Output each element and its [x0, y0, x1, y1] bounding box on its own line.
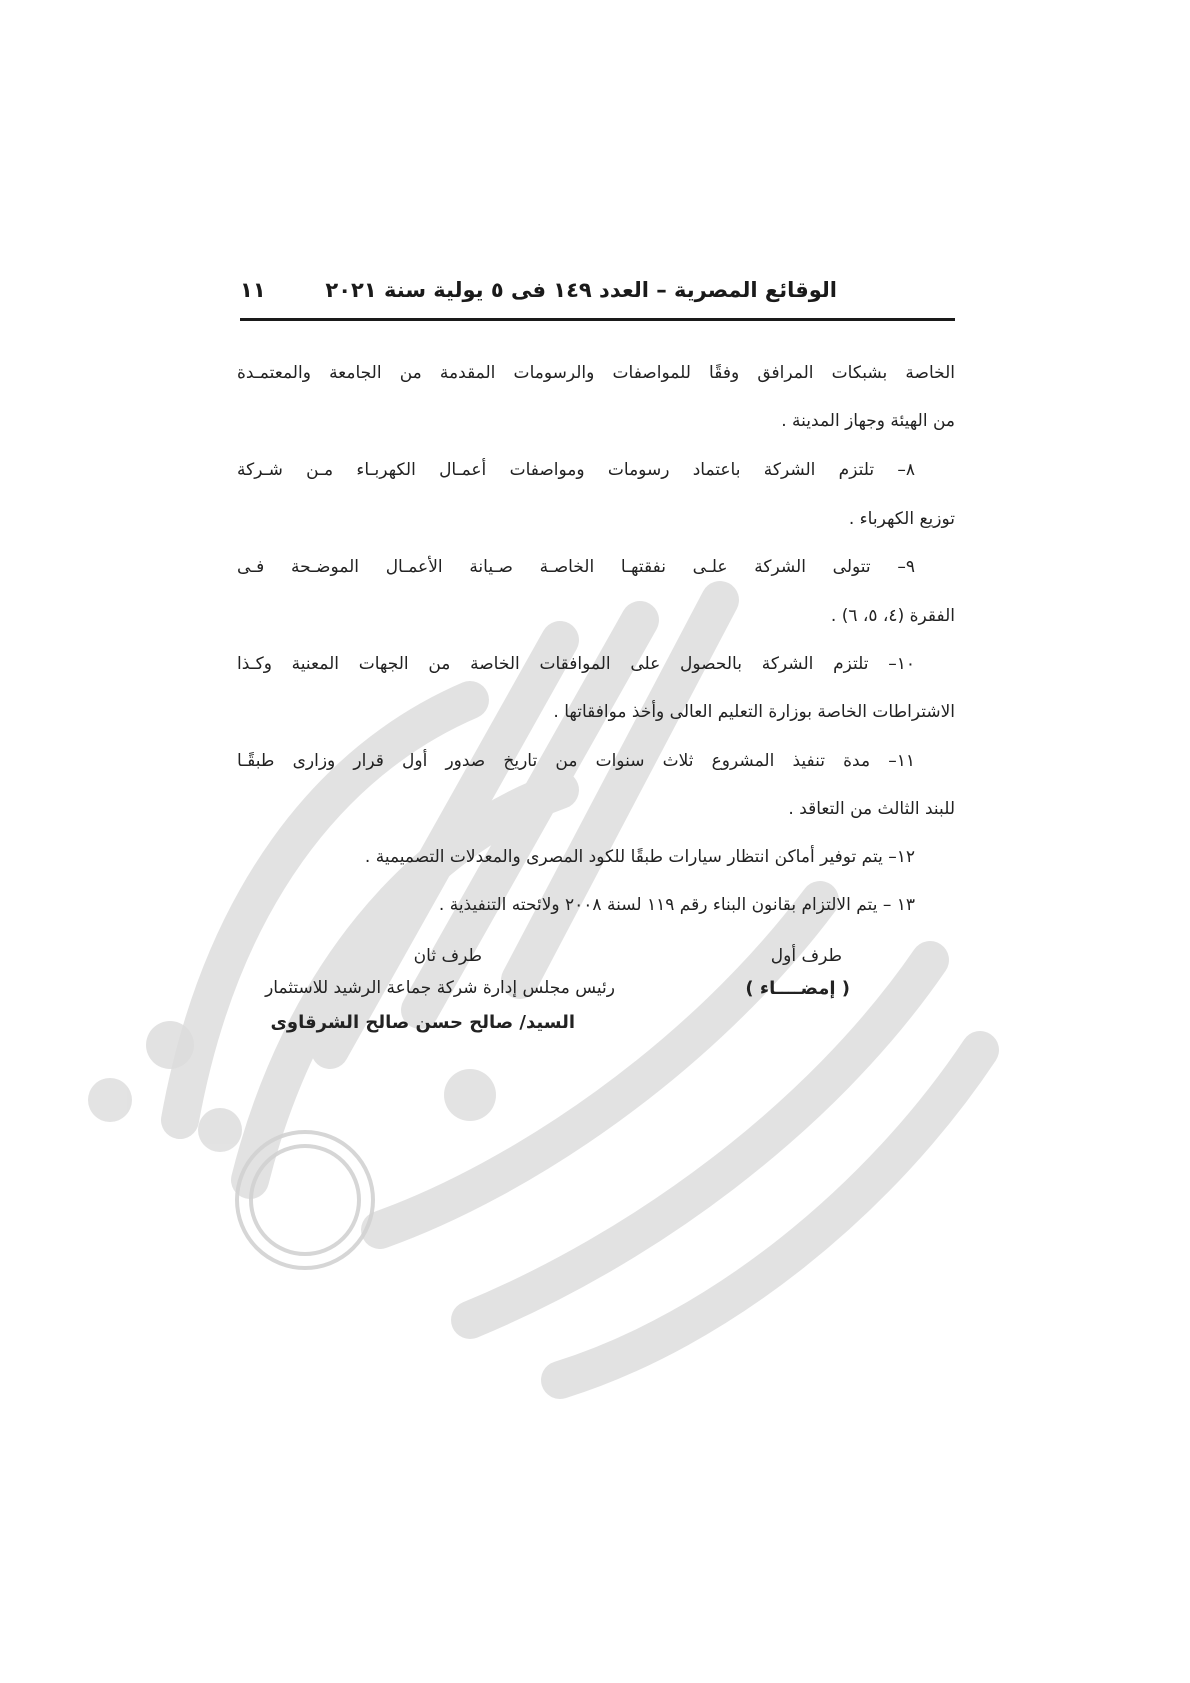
body-line: من الهيئة وجهاز المدينة . [781, 411, 955, 431]
body-line: ١٢– يتم توفير أماكن انتظار سيارات طبقًا للكود المصرى والمعدلات التصميمية . [364, 847, 915, 867]
second-party-title: رئيس مجلس إدارة شركة جماعة الرشيد للاستثمار [265, 978, 615, 998]
body-line: الخاصة بشبكات المرافق وفقًا للمواصفات والرسومات المقدمة من الجامعة والمعتمـدة [237, 363, 955, 383]
body-line: ١١– مدة تنفيذ المشروع ثلاث سنوات من تاريخ صدور أول قرار وزارى طبقًـا [237, 751, 915, 771]
body-line: الاشتراطات الخاصة بوزارة التعليم العالى وأخذ موافقاتها . [553, 702, 955, 722]
second-party-label: طرف ثان [413, 946, 482, 966]
body-line: ١٠– تلتزم الشركة بالحصول على الموافقات الخاصة من الجهات المعنية وكـذا [237, 654, 915, 674]
first-party-label: طرف أول [770, 946, 842, 966]
first-party-signature: ( إمضــــاء ) [745, 978, 850, 999]
body-line: ٩– تتولى الشركة علـى نفقتهـا الخاصـة صـيانة الأعمـال الموضـحة فـى [237, 557, 915, 577]
gazette-title: الوقائع المصرية – العدد ١٤٩ فى ٥ يولية سنة ٢٠٢١ [325, 278, 837, 302]
page-header [240, 268, 955, 321]
body-line: للبند الثالث من التعاقد . [788, 799, 955, 819]
second-party-name: السيد/ صالح حسن صالح الشرقاوى [270, 1012, 575, 1033]
body-line: الفقرة (٤، ٥، ٦) . [830, 606, 955, 626]
body-line: ١٣ – يتم الالتزام بقانون البناء رقم ١١٩ لسنة ٢٠٠٨ ولائحته التنفيذية . [438, 895, 915, 915]
body-line: توزيع الكهرباء . [848, 509, 955, 529]
body-line: ٨– تلتزم الشركة باعتماد رسومات ومواصفات أعمـال الكهربـاء مـن شـركة [237, 460, 915, 480]
page-number: ١١ [240, 278, 266, 302]
